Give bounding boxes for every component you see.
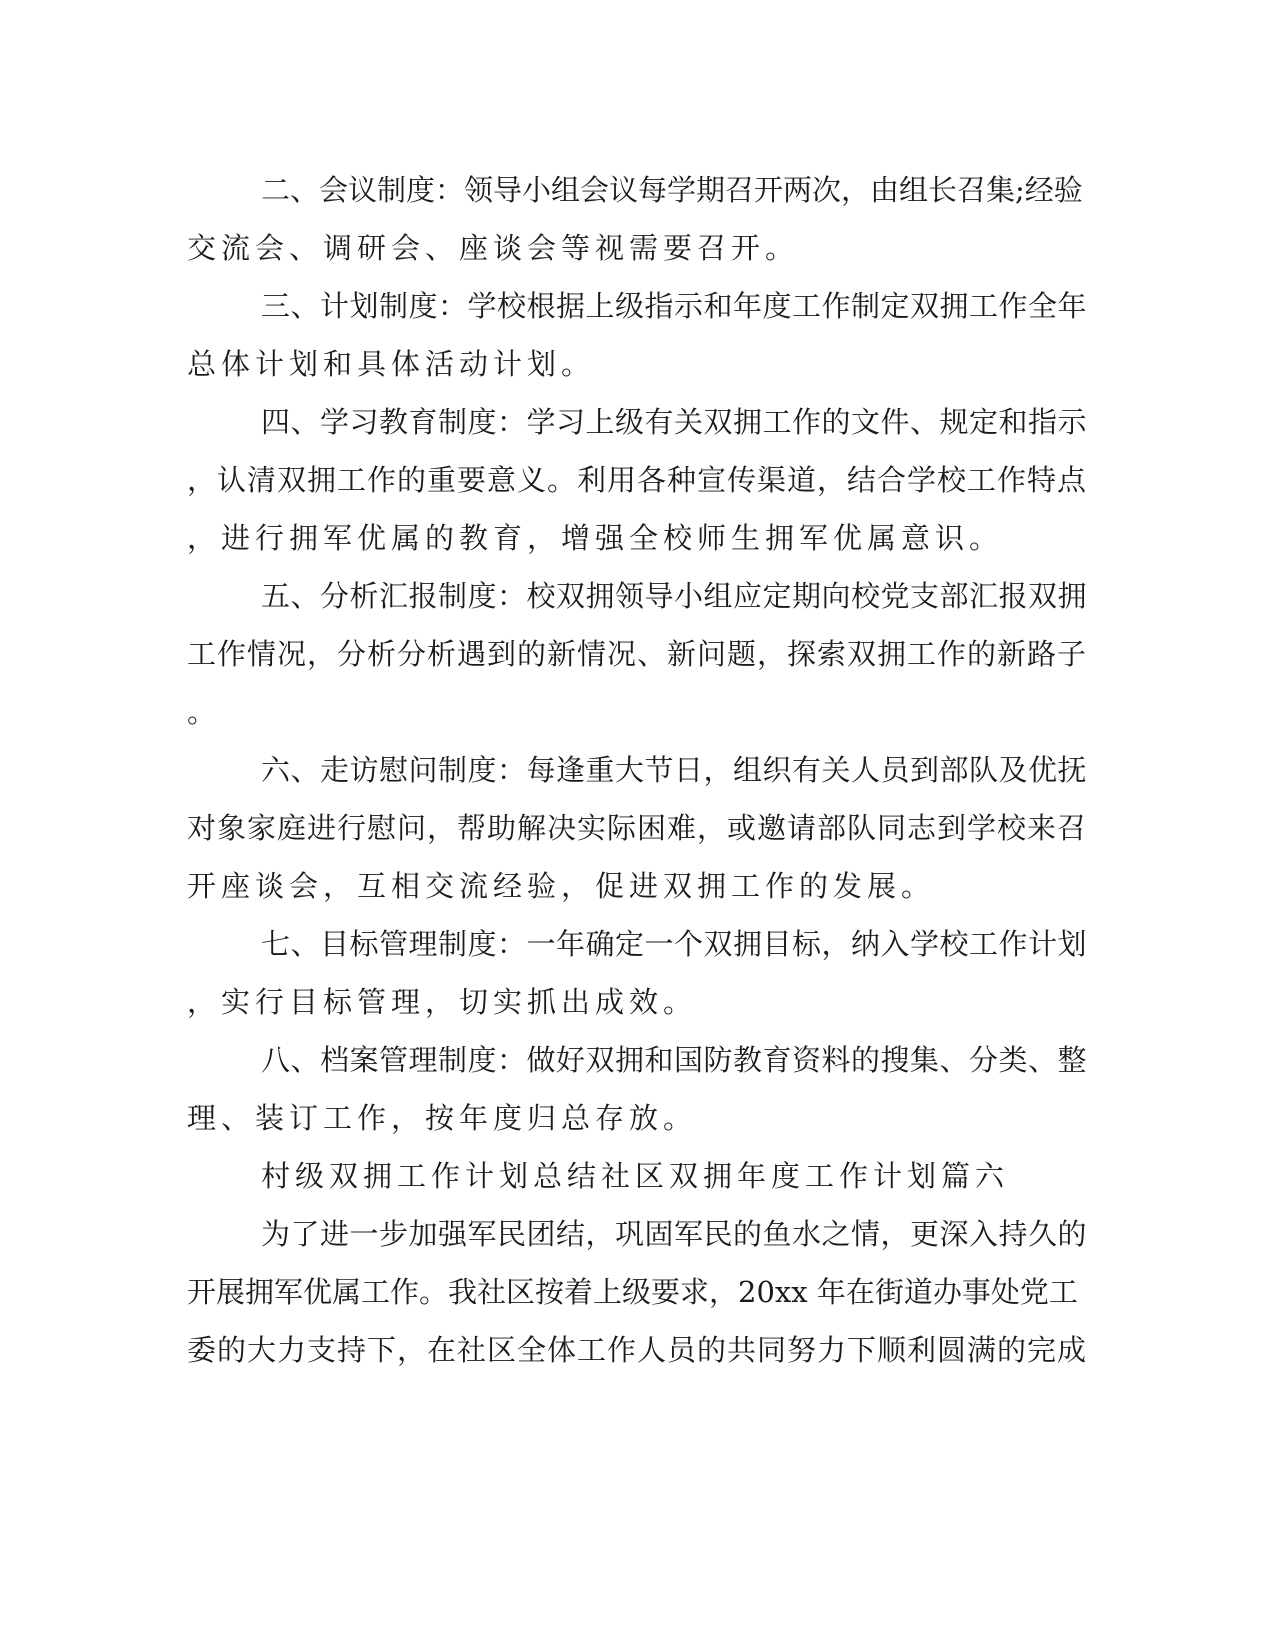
text-line: 五、分析汇报制度：校双拥领导小组应定期向校党支部汇报双拥 — [261, 579, 1088, 613]
text-line: 交流会、调研会、座谈会等视需要召开。 — [187, 231, 800, 265]
text-line: 开座谈会，互相交流经验，促进双拥工作的发展。 — [187, 869, 936, 903]
text-line: 总体计划和具体活动计划。 — [187, 347, 596, 381]
text-line: 。 — [187, 695, 222, 729]
section-heading: 村级双拥工作计划总结社区双拥年度工作计划篇六 — [261, 1159, 1010, 1193]
text-line: ，认清双拥工作的重要意义。利用各种宣传渠道，结合学校工作特点 — [187, 463, 1088, 497]
text-line: 七、目标管理制度：一年确定一个双拥目标，纳入学校工作计划 — [261, 927, 1088, 961]
text-line: 对象家庭进行慰问，帮助解决实际困难，或邀请部队同志到学校来召 — [187, 811, 1088, 845]
text-line: 工作情况，分析分析遇到的新情况、新问题，探索双拥工作的新路子 — [187, 637, 1088, 671]
text-line: 六、走访慰问制度：每逢重大节日，组织有关人员到部队及优抚 — [261, 753, 1088, 787]
text-line: 三、计划制度：学校根据上级指示和年度工作制定双拥工作全年 — [261, 289, 1088, 323]
text-line: 为了进一步加强军民团结，巩固军民的鱼水之情，更深入持久的 — [261, 1217, 1088, 1251]
text-line: 二、会议制度：领导小组会议每学期召开两次，由组长召集;经验 — [261, 173, 1083, 207]
text-line: 委的大力支持下，在社区全体工作人员的共同努力下顺利圆满的完成 — [187, 1333, 1088, 1367]
text-line: 理、装订工作，按年度归总存放。 — [187, 1101, 698, 1135]
text-line: ，实行目标管理，切实抓出成效。 — [187, 985, 698, 1019]
text-line: ，进行拥军优属的教育，增强全校师生拥军优属意识。 — [187, 521, 1004, 555]
text-line: 四、学习教育制度：学习上级有关双拥工作的文件、规定和指示 — [261, 405, 1088, 439]
text-line: 开展拥军优属工作。我社区按着上级要求，20xx 年在街道办事处党工 — [187, 1275, 1078, 1309]
text-line: 八、档案管理制度：做好双拥和国防教育资料的搜集、分类、整 — [261, 1043, 1088, 1077]
